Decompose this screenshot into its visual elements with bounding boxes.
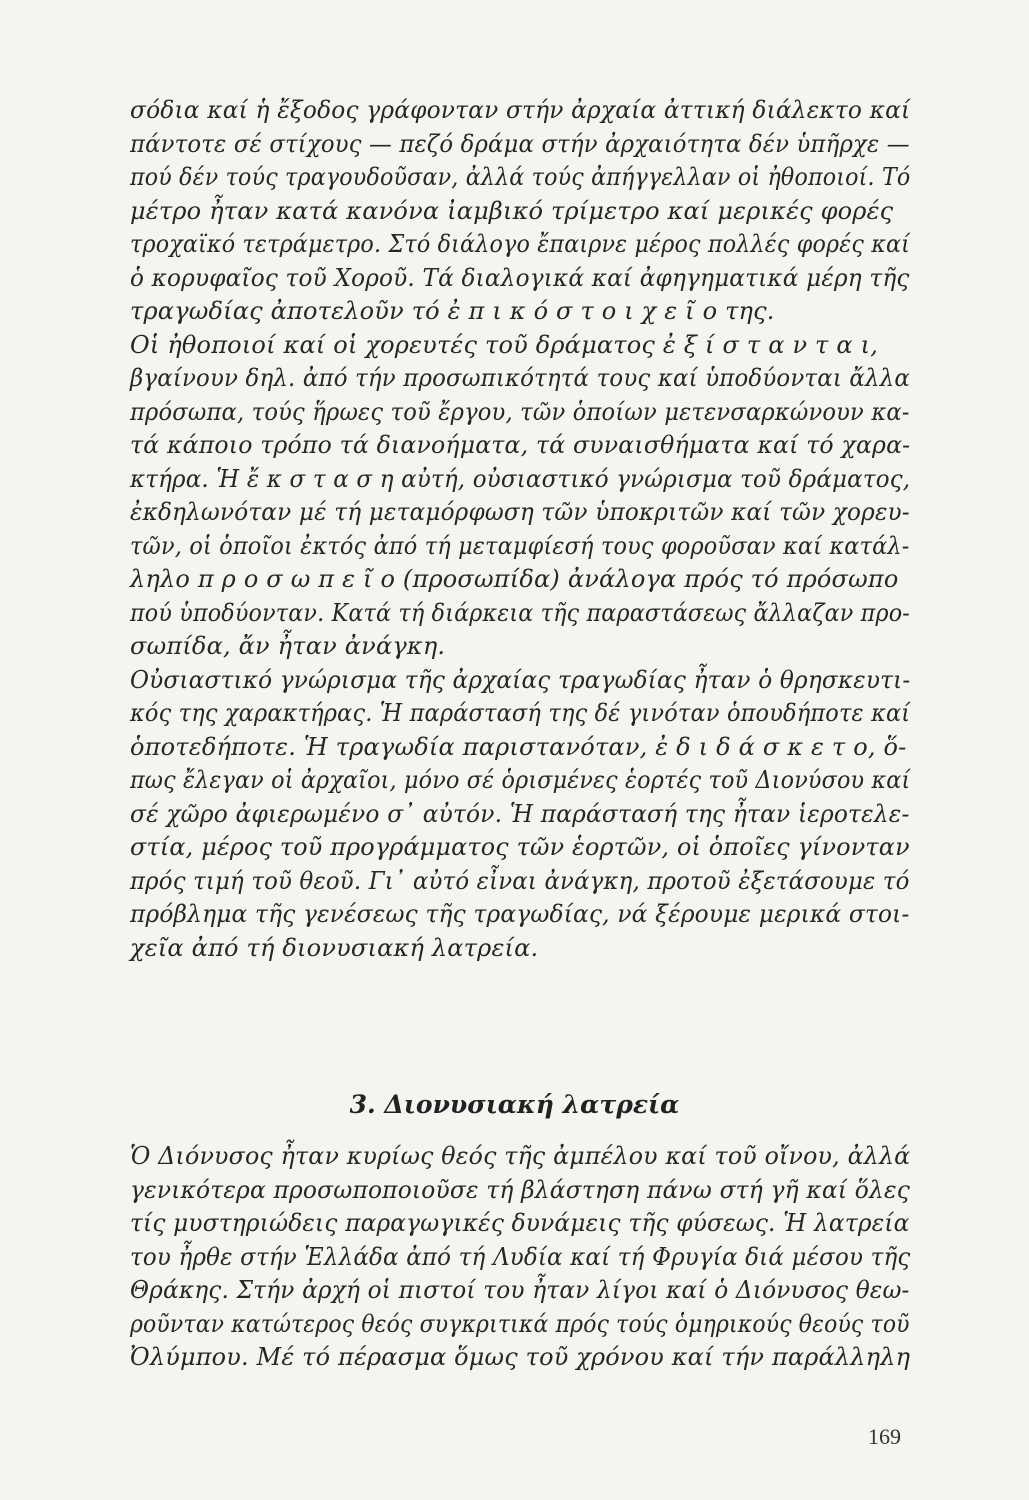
text-line: τροχαϊκό τετράμετρο. Στό διάλογο ἔπαιρνε μέρος πολλές φορές καί bbox=[130, 230, 911, 258]
text-line: τά κάποιο τρόπο τά διανοήματα, τά συναισθήματα καί τό χαρα- bbox=[130, 431, 911, 459]
text-line: βγαίνουν δηλ. ἀπό τήν προσωπικότητά τους καί ὑποδύονται ἄλλα bbox=[130, 364, 910, 392]
paragraph-1 bbox=[130, 94, 910, 1066]
text-line: πού δέν τούς τραγουδοῦσαν, ἀλλά τούς ἀπήγγελλαν οἱ ἠθοποιοί. Τό bbox=[130, 163, 911, 191]
text-line: μέτρο ἦταν κατά κανόνα ἰαμβικό τρίμετρο καί μερικές φορές bbox=[130, 196, 894, 225]
text-line: τραγωδίας ἀποτελοῦν τό ἐ π ι κ ό σ τ ο ι χ ε ῖ ο της. bbox=[130, 297, 775, 325]
text-line bbox=[130, 999, 910, 1033]
text-line: πάντοτε σέ στίχους — πεζό δράμα στήν ἀρχαιότητα δέν ὑπῆρχε — bbox=[130, 129, 910, 158]
text-line: ἐκδηλωνόταν μέ τή μεταμόρφωση τῶν ὑποκριτῶν καί τῶν χορευ- bbox=[130, 498, 910, 526]
text-line bbox=[130, 965, 910, 999]
text-line: ληλο π ρ ο σ ω π ε ῖ ο (προσωπίδα) ἀνάλογα πρός τό πρόσωπο bbox=[130, 565, 899, 593]
text-line: πρόσωπα, τούς ἥρωες τοῦ ἔργου, τῶν ὁποίων μετενσαρκώνουν κα- bbox=[130, 397, 910, 426]
text-line: στία, μέρος τοῦ προγράμματος τῶν ἑορτῶν, οἱ ὁποῖες γίνονταν bbox=[130, 833, 910, 861]
text-line: κός της χαρακτήρας. Ἡ παράστασή της δέ γινόταν ὁπουδήποτε καί bbox=[130, 699, 911, 727]
text-line: πως ἔλεγαν οἱ ἀρχαῖοι, μόνο σέ ὁρισμένες ἑορτές τοῦ Διονύσου καί bbox=[130, 766, 911, 794]
text-line: του ἦρθε στήν Ἑλλάδα ἀπό τή Λυδία καί τή Φρυγία διά μέσου τῆς bbox=[130, 1242, 911, 1271]
text-line bbox=[130, 1032, 910, 1066]
text-line: χεῖα ἀπό τή διονυσιακή λατρεία. bbox=[130, 933, 539, 962]
text-line: Οἱ ἠθοποιοί καί οἱ χορευτές τοῦ δράματος ἐ ξ ί σ τ α ν τ α ι, bbox=[130, 330, 879, 359]
text-line: ροῦνταν κατώτερος θεός συγκριτικά πρός τούς ὁμηρικούς θεούς τοῦ bbox=[130, 1309, 910, 1338]
text-line: Θράκης. Στήν ἀρχή οἱ πιστοί του ἦταν λίγοι καί ὁ Διόνυσος θεω- bbox=[130, 1276, 910, 1304]
text-line: κτήρα. Ἡ ἔ κ σ τ α σ η αὐτή, οὐσιαστικό γνώρισμα τοῦ δράματος, bbox=[130, 464, 911, 493]
paragraph-section-3 bbox=[130, 1140, 910, 1408]
text-line: Οὐσιαστικό γνώρισμα τῆς ἀρχαίας τραγωδίας ἦταν ὁ θρησκευτι- bbox=[130, 665, 911, 694]
text-line: πού ὑποδύονταν. Κατά τή διάρκεια τῆς παραστάσεως ἄλλαζαν προ- bbox=[130, 598, 910, 627]
text-line: ὁ κορυφαῖος τοῦ Χοροῦ. Τά διαλογικά καί ἀφηγηματικά μέρη τῆς bbox=[130, 263, 910, 292]
text-line: πρός τιμή τοῦ θεοῦ. Γι᾿ αὐτό εἶναι ἀνάγκη, προτοῦ ἐξετάσουμε τό bbox=[130, 866, 910, 895]
text-line: σέ χῶρο ἀφιερωμένο σ᾿ αὐτόν. Ἡ παράστασή της ἦταν ἱεροτελε- bbox=[130, 799, 910, 828]
text-line: Ὁ Διόνυσος ἦταν κυρίως θεός τῆς ἀμπέλου καί τοῦ οἴνου, ἀλλά bbox=[130, 1142, 911, 1170]
text-line: γενικότερα προσωποποιοῦσε τή βλάστηση πάνω στή γῆ καί ὅλες bbox=[130, 1175, 910, 1204]
text-line: ὁποτεδήποτε. Ἡ τραγωδία παριστανόταν, ἐ δ ι δ ά σ κ ε τ ο, ὅ- bbox=[130, 732, 907, 761]
page-number: 169 bbox=[868, 1424, 901, 1449]
text-line: σωπίδα, ἄν ἦταν ἀνάγκη. bbox=[130, 632, 446, 660]
text-line: σόδια καί ἡ ἔξοδος γράφονταν στήν ἀρχαία ἀττική διάλεκτο καί bbox=[130, 96, 911, 124]
text-line: τῶν, οἱ ὁποῖοι ἐκτός ἀπό τή μεταμφίεσή τους φοροῦσαν καί κατάλ- bbox=[130, 531, 910, 560]
text-line: τίς μυστηριώδεις παραγωγικές δυνάμεις τῆς φύσεως. Ἡ λατρεία bbox=[130, 1209, 910, 1237]
text-line: Ὀλύμπου. Μέ τό πέρασμα ὅμως τοῦ χρόνου καί τήν παράλληλη bbox=[130, 1343, 911, 1371]
text-line bbox=[130, 1375, 910, 1409]
text-line: πρόβλημα τῆς γενέσεως τῆς τραγωδίας, νά ξέρουμε μερικά στοι- bbox=[130, 900, 910, 928]
section-heading: 3. Διονυσιακή λατρεία bbox=[349, 1090, 680, 1119]
